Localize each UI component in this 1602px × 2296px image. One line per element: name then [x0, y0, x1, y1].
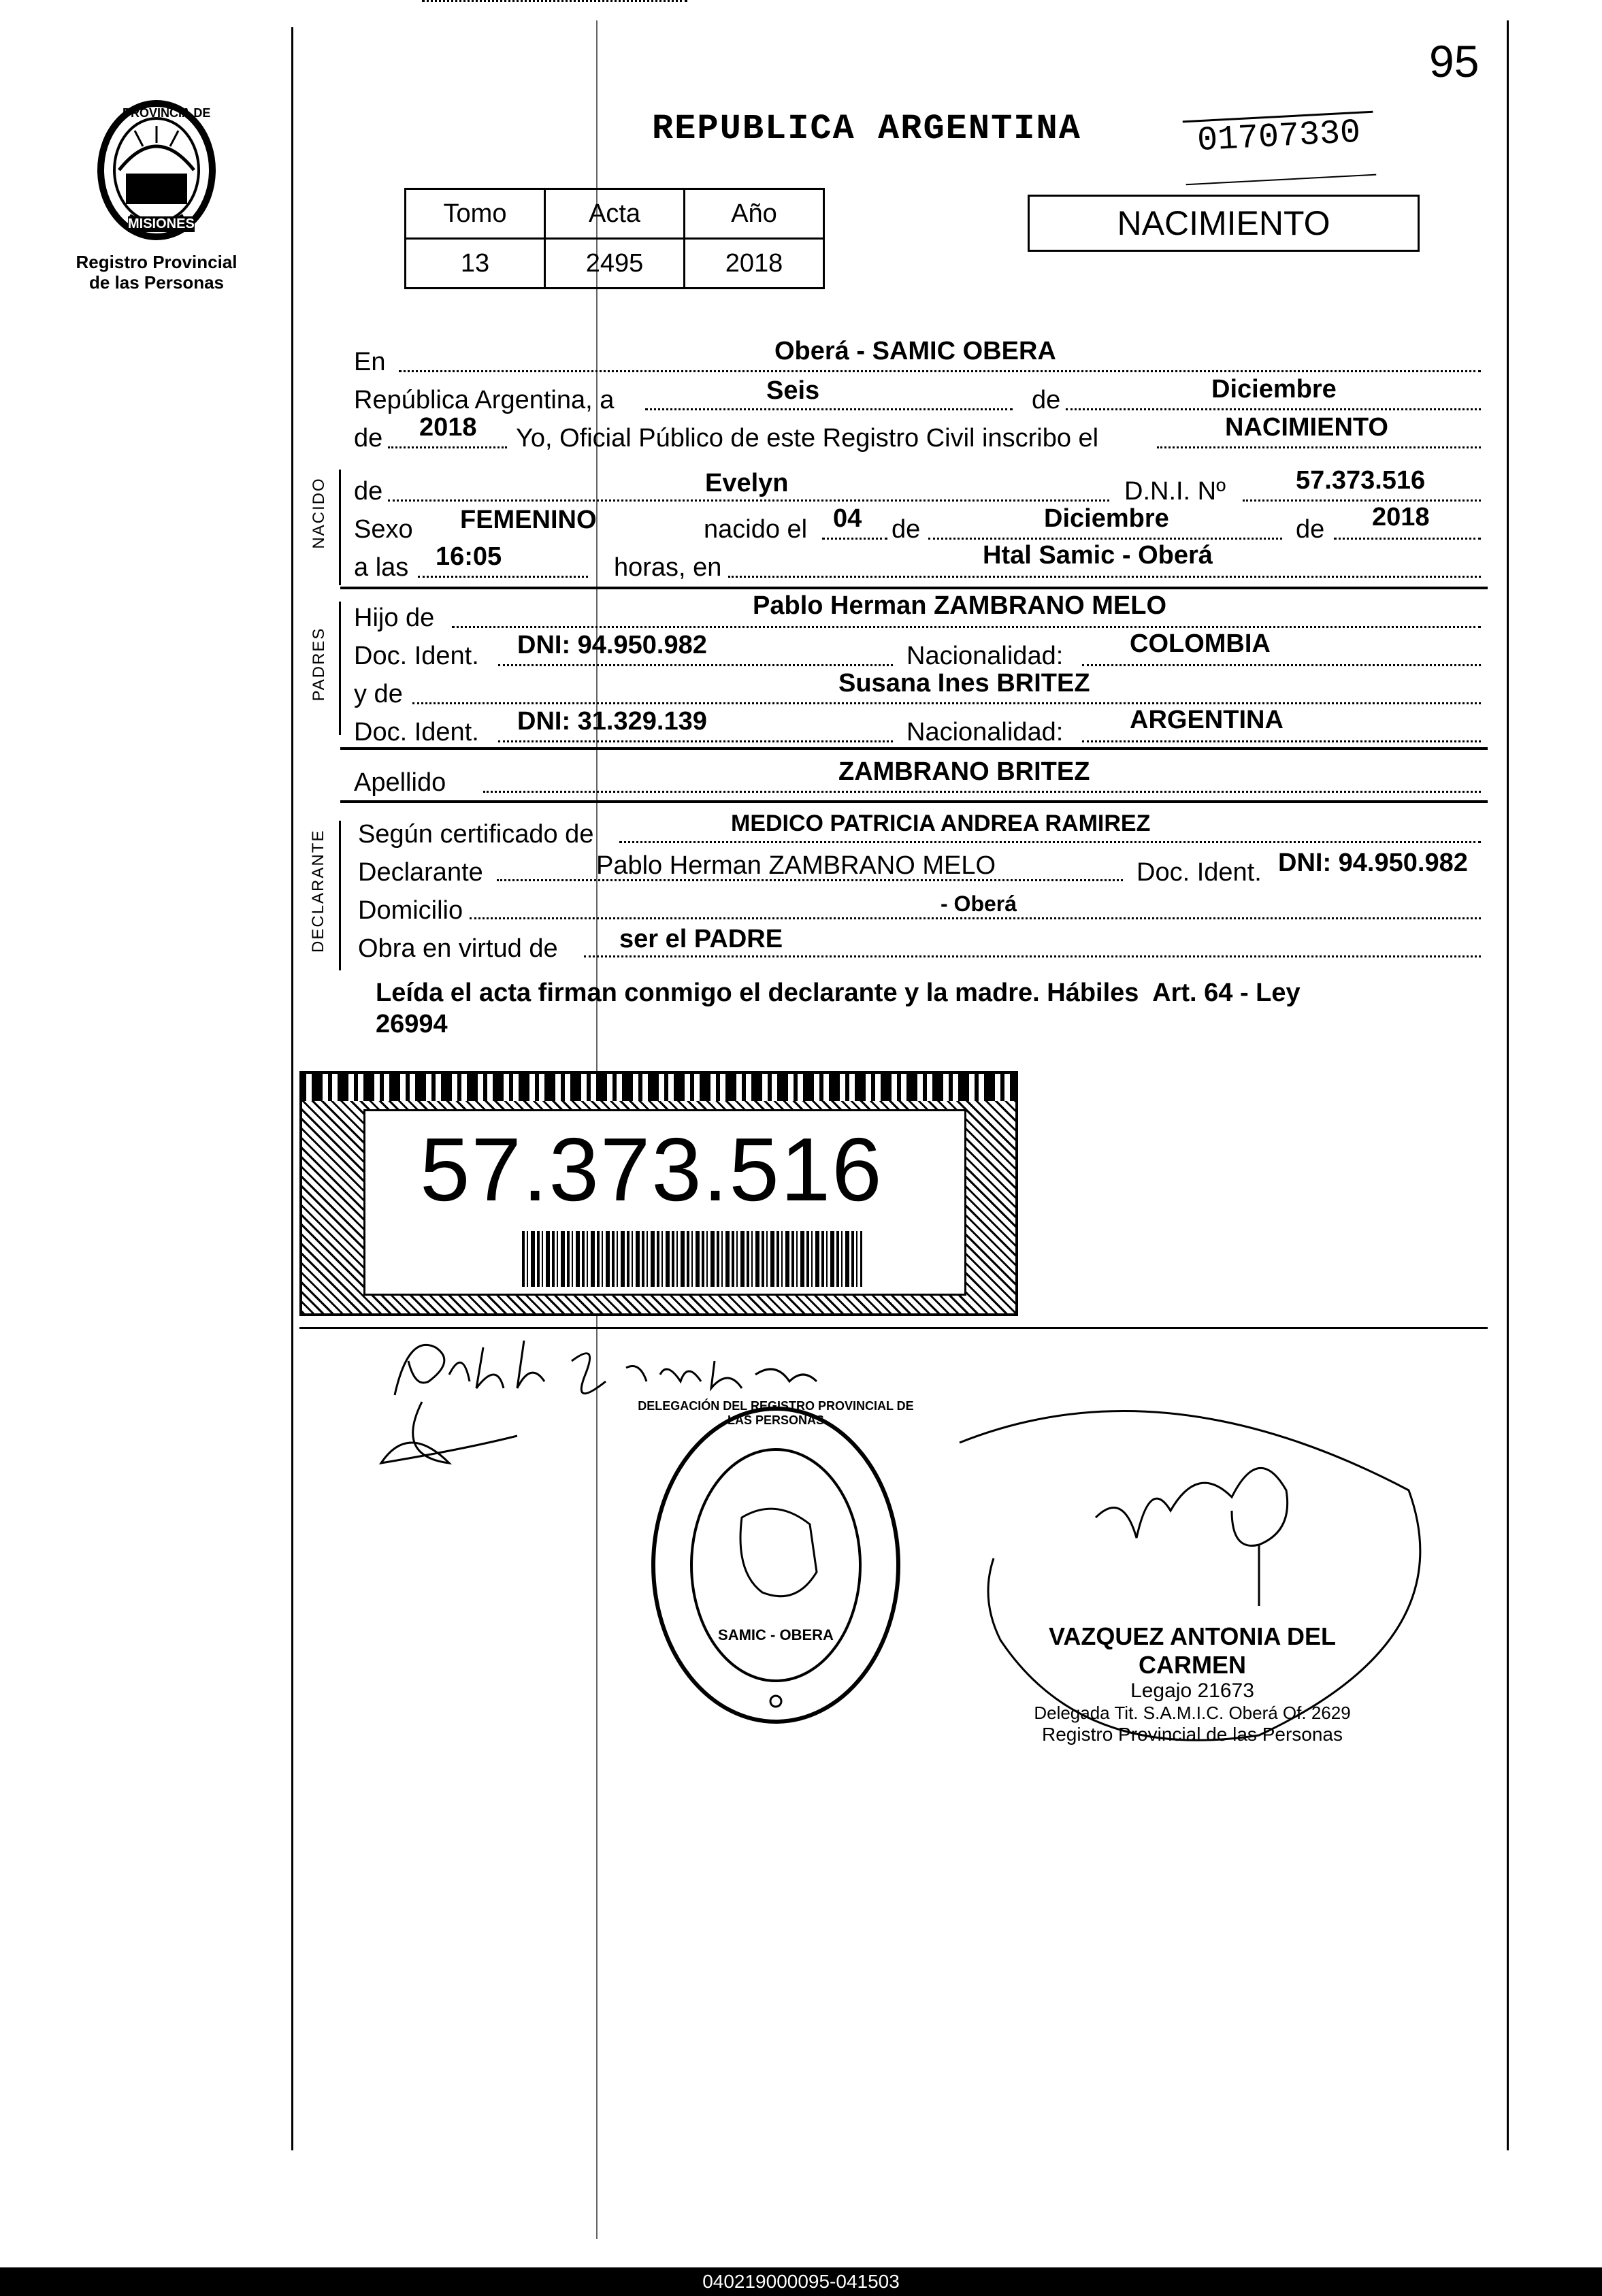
page-number: 95	[1429, 36, 1480, 86]
nacido-section-label: NACIDO	[310, 477, 328, 549]
mother-name: Susana Ines BRITEZ	[838, 669, 1090, 698]
left-margin-line	[291, 27, 293, 2150]
cert-value: MEDICO PATRICIA ANDREA RAMIREZ	[731, 810, 1151, 836]
yo-label: Yo, Oficial Público de este Registro Civil inscribo el	[516, 424, 1099, 453]
seal-inner-text: SAMIC - OBERA	[718, 1626, 834, 1643]
registry-name	[68, 252, 245, 293]
obra-dots	[584, 955, 1481, 957]
year-value: 2018	[419, 413, 477, 442]
declarante-label: Declarante	[358, 858, 483, 887]
month-dots	[1066, 408, 1481, 410]
de2-label: de	[354, 424, 383, 453]
nacido-de-label: de	[354, 477, 383, 506]
birth-year: 2018	[1372, 503, 1430, 531]
birth-time: 16:05	[436, 542, 502, 571]
father-doc: DNI: 94.950.982	[517, 631, 707, 659]
declarante-bracket	[339, 821, 341, 970]
day-value: Seis	[766, 376, 820, 405]
birth-day: 04	[833, 504, 862, 533]
official-name: VAZQUEZ ANTONIA DEL CARMEN	[1049, 1622, 1336, 1679]
sticker-barcode	[522, 1231, 862, 1287]
time-dots	[418, 576, 588, 578]
serial-stamp	[1183, 111, 1377, 186]
father-name: Pablo Herman ZAMBRANO MELO	[753, 591, 1167, 620]
month-value: Diciembre	[1211, 375, 1337, 404]
declarante-value: Pablo Herman ZAMBRANO MELO	[596, 851, 996, 880]
declarante-section-label: DECLARANTE	[309, 829, 327, 953]
cert-dots	[619, 841, 1481, 843]
act-value: NACIMIENTO	[1225, 413, 1388, 442]
name-dots	[388, 499, 1109, 502]
sticker-border-pattern	[302, 1074, 1015, 1101]
father-nationality: COLOMBIA	[1130, 629, 1271, 658]
official-registry: Registro Provincial de las Personas	[1042, 1724, 1343, 1745]
birth-year-dots	[1334, 538, 1481, 540]
apellido-dots	[483, 791, 1481, 793]
cert-label: Según certificado de	[358, 820, 594, 849]
footer-bar	[0, 2267, 1602, 2296]
dni-dots	[1243, 499, 1481, 502]
place-value: Oberá - SAMIC OBERA	[774, 337, 1056, 365]
mother-doc-label: Doc. Ident.	[354, 718, 479, 747]
mother-nationality: ARGENTINA	[1130, 706, 1284, 734]
nacido-de2-label: de	[892, 515, 921, 544]
padres-divider	[340, 747, 1488, 750]
header-tomo: Tomo	[406, 189, 545, 239]
mother-doc: DNI: 31.329.139	[517, 707, 707, 736]
record-table-header	[406, 189, 824, 239]
de-label: de	[1032, 386, 1061, 414]
sexo-label: Sexo	[354, 515, 413, 544]
birth-month: Diciembre	[1044, 504, 1169, 533]
republica-label: República Argentina, a	[354, 386, 615, 414]
place-dots	[399, 370, 1481, 372]
obra-label: Obra en virtud de	[358, 934, 558, 963]
mother-dots	[412, 702, 1481, 704]
domicilio-value: - Oberá	[941, 891, 1017, 916]
right-margin-line	[1507, 20, 1509, 2150]
birth-place-dots	[728, 576, 1481, 578]
padres-bracket	[339, 602, 341, 735]
birth-day-dots	[822, 538, 887, 540]
footer-code: 040219000095-041503	[702, 2271, 900, 2292]
value-acta: 2495	[545, 239, 685, 289]
act-type-box	[1028, 195, 1420, 252]
seal-top-text: PROVINCIA DE	[122, 106, 211, 120]
dni-sticker	[299, 1071, 1018, 1316]
act-type: NACIMIENTO	[1117, 204, 1330, 242]
header-acta: Acta	[545, 189, 685, 239]
apellido-value: ZAMBRANO BRITEZ	[838, 757, 1090, 786]
apellido-label: Apellido	[354, 768, 446, 797]
record-table	[404, 188, 825, 289]
father-doc-label: Doc. Ident.	[354, 642, 479, 670]
closing-statement	[376, 977, 1301, 1040]
day-dots	[645, 408, 1013, 410]
sexo-dots	[422, 0, 687, 2]
sexo-value: FEMENINO	[460, 506, 597, 534]
hijo-label: Hijo de	[354, 604, 435, 632]
father-nat-label: Nacionalidad:	[906, 642, 1064, 670]
official-legajo: Legajo 21673	[1130, 1679, 1254, 1702]
mother-nat-dots	[1082, 740, 1481, 742]
child-name: Evelyn	[705, 469, 789, 497]
registry-seal-icon	[640, 1395, 912, 1735]
year-dots	[388, 446, 507, 448]
nacido-divider	[340, 587, 1488, 589]
header-ano: Año	[685, 189, 824, 239]
registry-logo	[88, 95, 225, 245]
padres-section-label: PADRES	[310, 627, 328, 702]
seal-outer-text: DELEGACIÓN DEL REGISTRO PROVINCIAL DE LAS PERSONAS	[638, 1399, 914, 1427]
obra-value: ser el PADRE	[619, 925, 783, 953]
birth-month-dots	[928, 538, 1282, 540]
dni-label: D.N.I. Nº	[1124, 477, 1226, 506]
mother-nat-label: Nacionalidad:	[906, 718, 1064, 747]
father-doc-dots	[498, 664, 893, 666]
decl-doc-label: Doc. Ident.	[1137, 858, 1262, 887]
birth-place: Htal Samic - Oberá	[983, 541, 1213, 570]
value-tomo: 13	[406, 239, 545, 289]
official-seal	[640, 1395, 912, 1735]
serial-number: 01707330	[1196, 113, 1362, 161]
father-dots	[452, 626, 1481, 628]
nacido-el-label: nacido el	[704, 515, 808, 544]
en-label: En	[354, 348, 386, 376]
act-dots	[1157, 446, 1481, 448]
a-las-label: a las	[354, 553, 409, 582]
sticker-number: 57.373.516	[420, 1119, 883, 1219]
official-block	[1015, 1622, 1369, 1745]
y-de-label: y de	[354, 680, 403, 708]
record-table-values	[406, 239, 824, 289]
child-dni: 57.373.516	[1296, 466, 1426, 495]
domicilio-label: Domicilio	[358, 896, 463, 925]
country-title: REPUBLICA ARGENTINA	[652, 109, 1081, 149]
father-nat-dots	[1082, 664, 1481, 666]
official-role: Delegada Tit. S.A.M.I.C. Oberá Of. 2629	[1034, 1703, 1351, 1723]
closing-line2: 26994	[376, 1010, 448, 1038]
nacido-de3-label: de	[1296, 515, 1325, 544]
decl-doc-value: DNI: 94.950.982	[1278, 849, 1468, 877]
sticker-panel	[363, 1109, 966, 1296]
registry-name-line2: de las Personas	[89, 272, 224, 293]
horas-label: horas, en	[614, 553, 722, 582]
closing-line1: Leída el acta firman conmigo el declarante y la madre. Hábiles Art. 64 - Ley	[376, 979, 1301, 1007]
registry-name-line1: Registro Provincial	[76, 252, 238, 272]
apellido-divider	[340, 800, 1488, 803]
nacido-bracket	[339, 470, 341, 585]
seal-bottom-text: MISIONES	[128, 216, 195, 231]
mother-doc-dots	[498, 740, 893, 742]
value-ano: 2018	[685, 239, 824, 289]
